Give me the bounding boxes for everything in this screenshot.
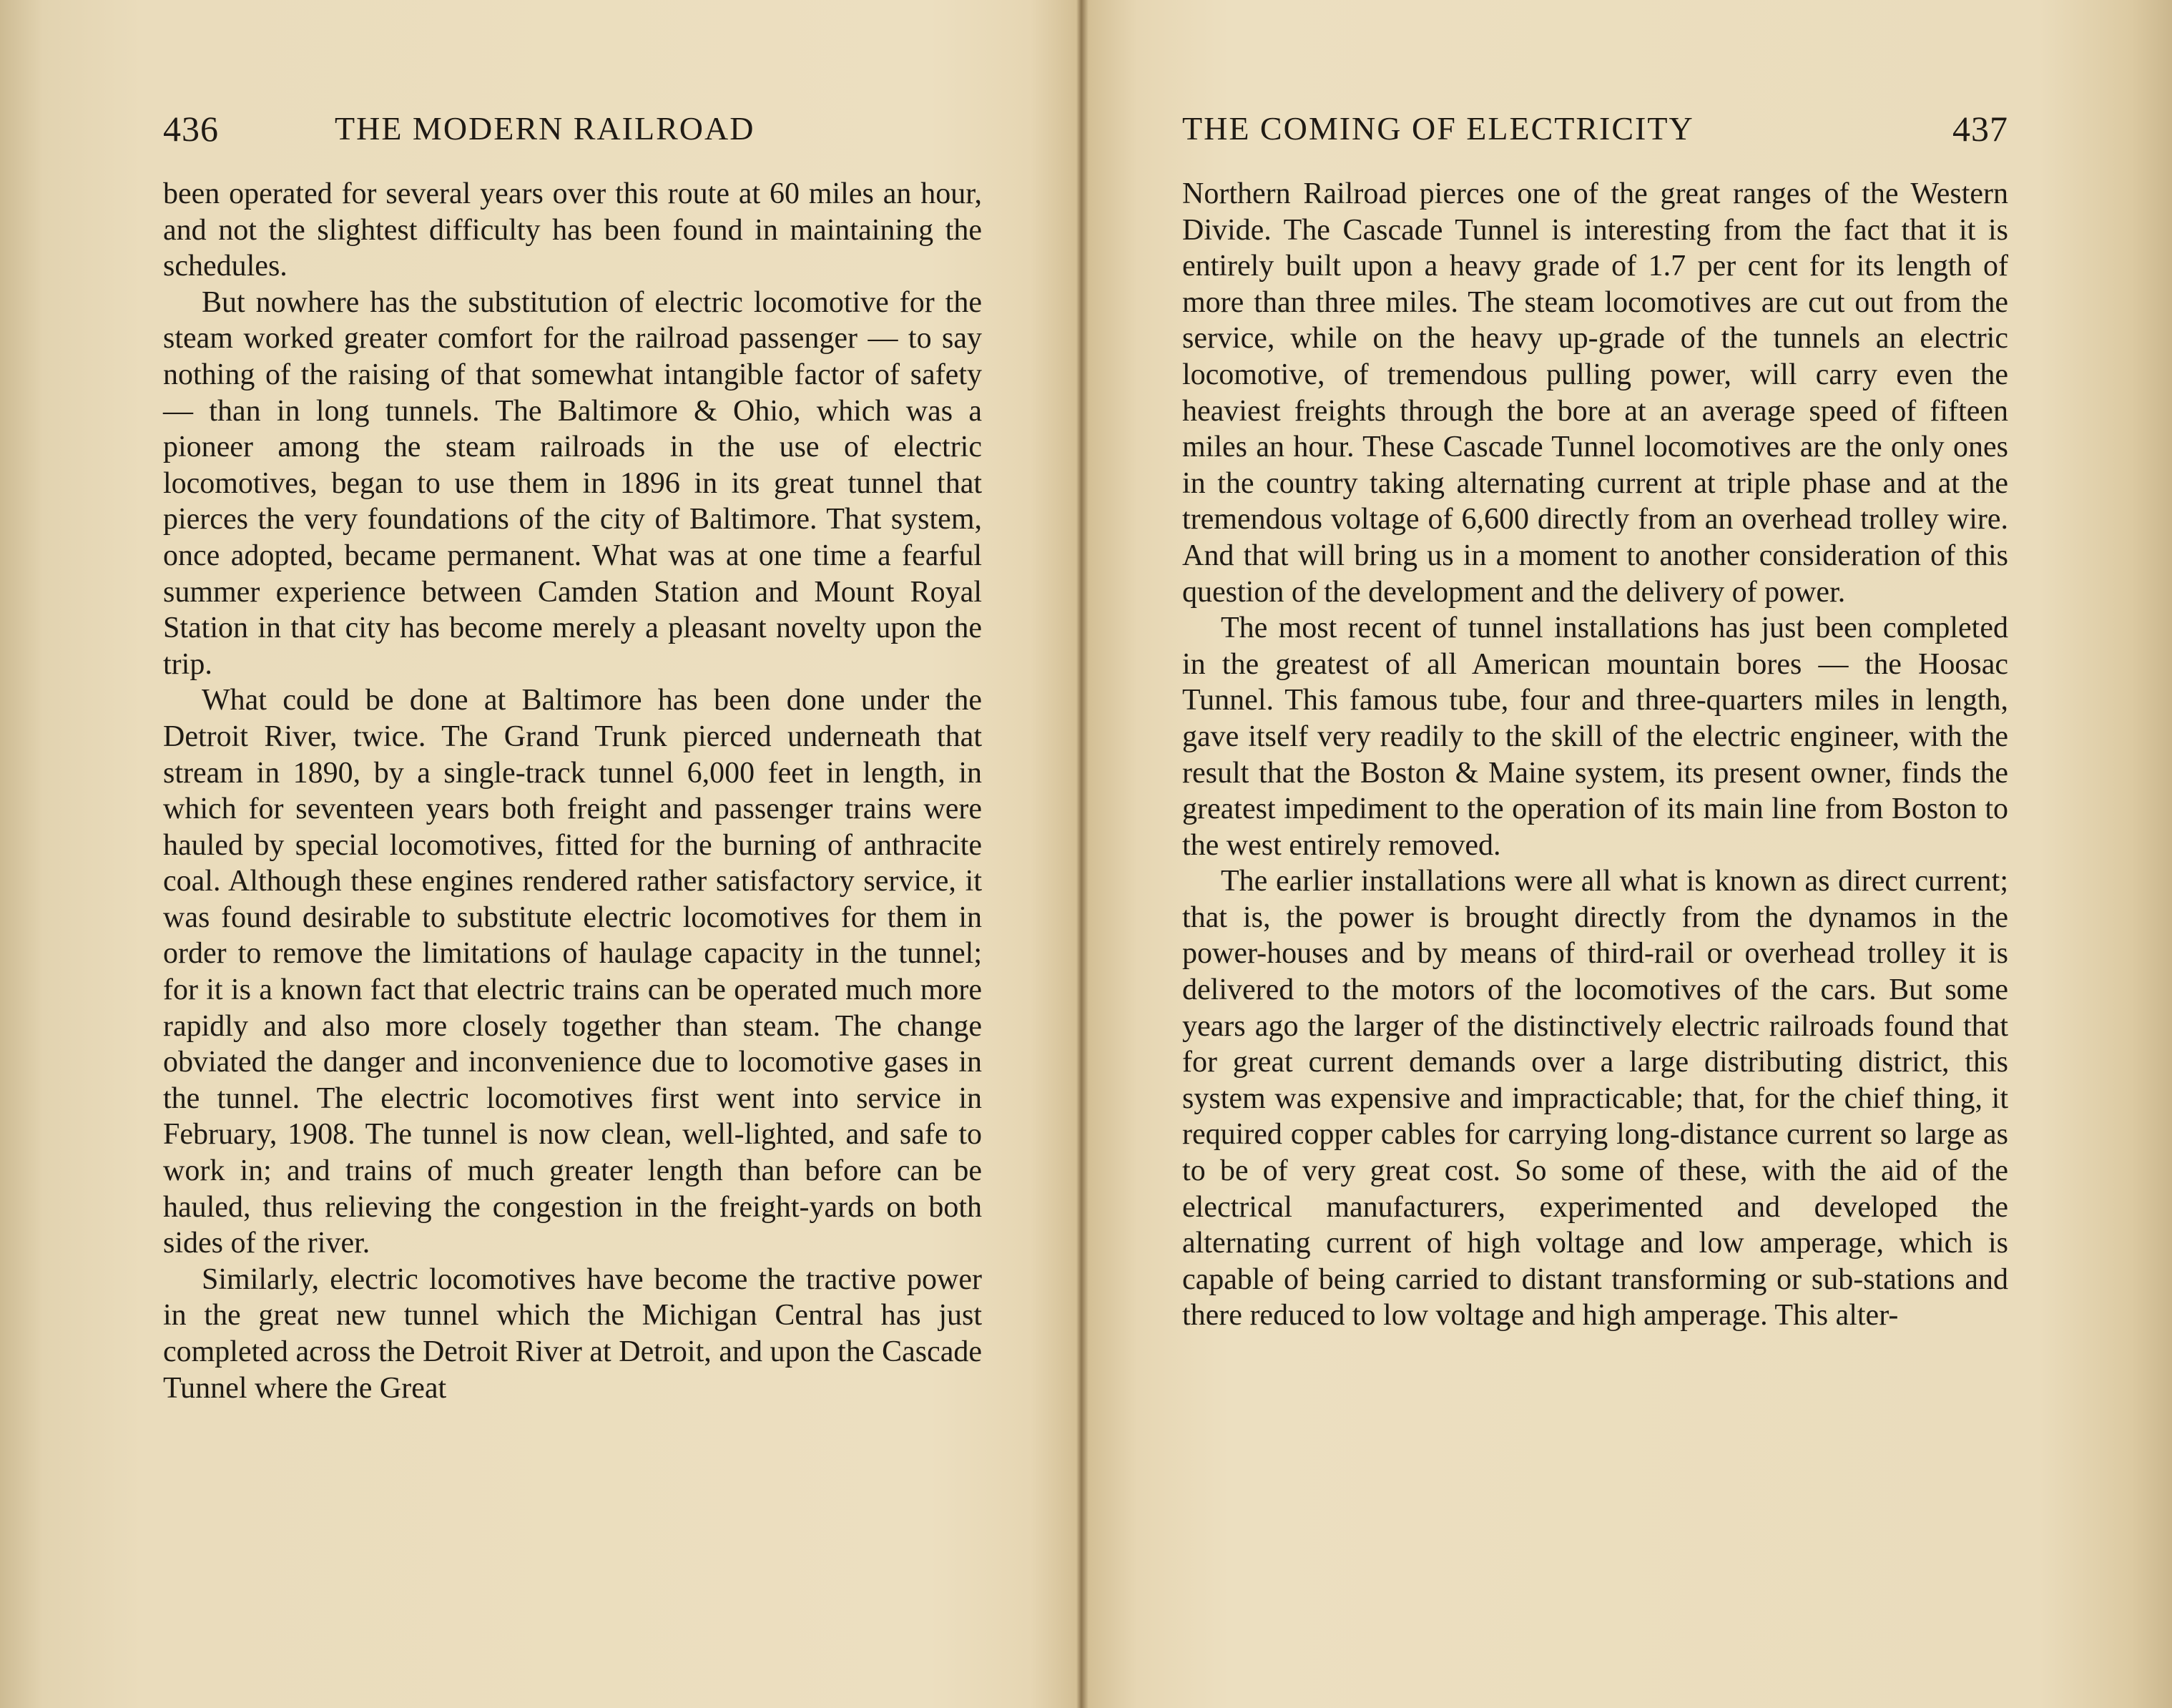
paragraph: Similarly, electric locomotives have become the tractive power in the great new tunnel which the Michigan Central has just completed across the Detroit River at Detroit, and upon the Cascade Tunnel where the Great bbox=[163, 1262, 982, 1405]
paragraph: But nowhere has the substitution of electric locomotive for the steam worked greater comfort for the railroad passenger — to say nothing of the raising of that somewhat intangible factor of safety — than in long tunnels. The Baltimore & Ohio, which was a pioneer among the steam railroads in the use of electric locomotives, began to use them in 1896 in its great tunnel that pierces the very foundations of the city of Baltimore. That system, once adopted, became permanent. What was at one time a fearful summer experience between Camden Station and Mount Royal Station in that city has become merely a pleasant novelty upon the trip. bbox=[163, 285, 982, 681]
paragraph: Northern Railroad pierces one of the great ranges of the Western Divide. The Cascade Tunnel is interesting from the fact that it is entirely built upon a heavy grade of 1.7 per cent for its length of more than three miles. The steam locomotives are cut out from the service, while on the heavy up-grade of the tunnels an electric locomotive, of tremendous pulling power, will carry even the heaviest freights through the bore at an average speed of fifteen miles an hour. These Cascade Tunnel locomotives are the only ones in the country taking alternating current at triple phase and at the tremendous voltage of 6,600 directly from an overhead trolley wire. And that will bring us in a moment to another consideration of this question of the development and the delivery of power. bbox=[1182, 177, 2008, 609]
right-page-header bbox=[1182, 100, 2008, 157]
left-page-body bbox=[163, 176, 982, 1406]
left-page-header bbox=[163, 100, 982, 157]
paragraph: The most recent of tunnel installations has just been completed in the greatest of all American mountain bores — the Hoosac Tunnel. This famous tube, four and three-quarters miles in length, gave itself very readily to the skill of the electric engineer, with the result that the Boston & Maine system, its present owner, finds the greatest impediment to the operation of its main line from Boston to the west entirely removed. bbox=[1182, 612, 2008, 862]
running-title: THE COMING OF ELECTRICITY bbox=[1182, 110, 1694, 147]
page-number: 436 bbox=[163, 109, 219, 149]
page-number: 437 bbox=[1952, 109, 2008, 149]
paragraph: What could be done at Baltimore has been done under the Detroit River, twice. The Grand Trunk pierced underneath that stream in 1890, by a single-track tunnel 6,000 feet in length, in which for seventeen years both freight and passenger trains were hauled by special locomotives, fitted for the burning of anthracite coal. Although these engines rendered rather satisfactory service, it was found desirable to substitute electric locomotives for them in order to remove the limitations of haulage capacity in the tunnel; for it is a known fact that electric trains can be operated much more rapidly and also more closely together than steam. The change obviated the danger and inconvenience due to locomotive gases in the tunnel. The electric locomotives first went into service in February, 1908. The tunnel is now clean, well-lighted, and safe to work in; and trains of much greater length than before can be hauled, thus relieving the congestion in the freight-yards on both sides of the river. bbox=[163, 684, 982, 1260]
running-title: THE MODERN RAILROAD bbox=[335, 110, 755, 147]
left-page bbox=[0, 0, 1080, 1708]
paragraph: been operated for several years over this route at 60 miles an hour, and not the slightest difficulty has been found in maintaining the schedules. bbox=[163, 177, 982, 283]
paragraph: The earlier installations were all what is known as direct current; that is, the power is brought directly from the dynamos in the power-houses and by means of third-rail or overhead trolley it is delivered to the motors of the locomotives of the cars. But some years ago the larger of the distinctively electric railroads found that for great current demands over a large distributing district, this system was expensive and impracticable; that, for the chief thing, it required copper cables for carrying long-distance current so large as to be of very great cost. So some of these, with the aid of the electrical manufacturers, experimented and developed the alternating current of high voltage and low amperage, which is capable of being carried to distant transforming or sub-stations and there reduced to low voltage and high amperage. This alter- bbox=[1182, 865, 2008, 1332]
right-page bbox=[1087, 0, 2172, 1708]
right-page-body bbox=[1182, 176, 2008, 1334]
